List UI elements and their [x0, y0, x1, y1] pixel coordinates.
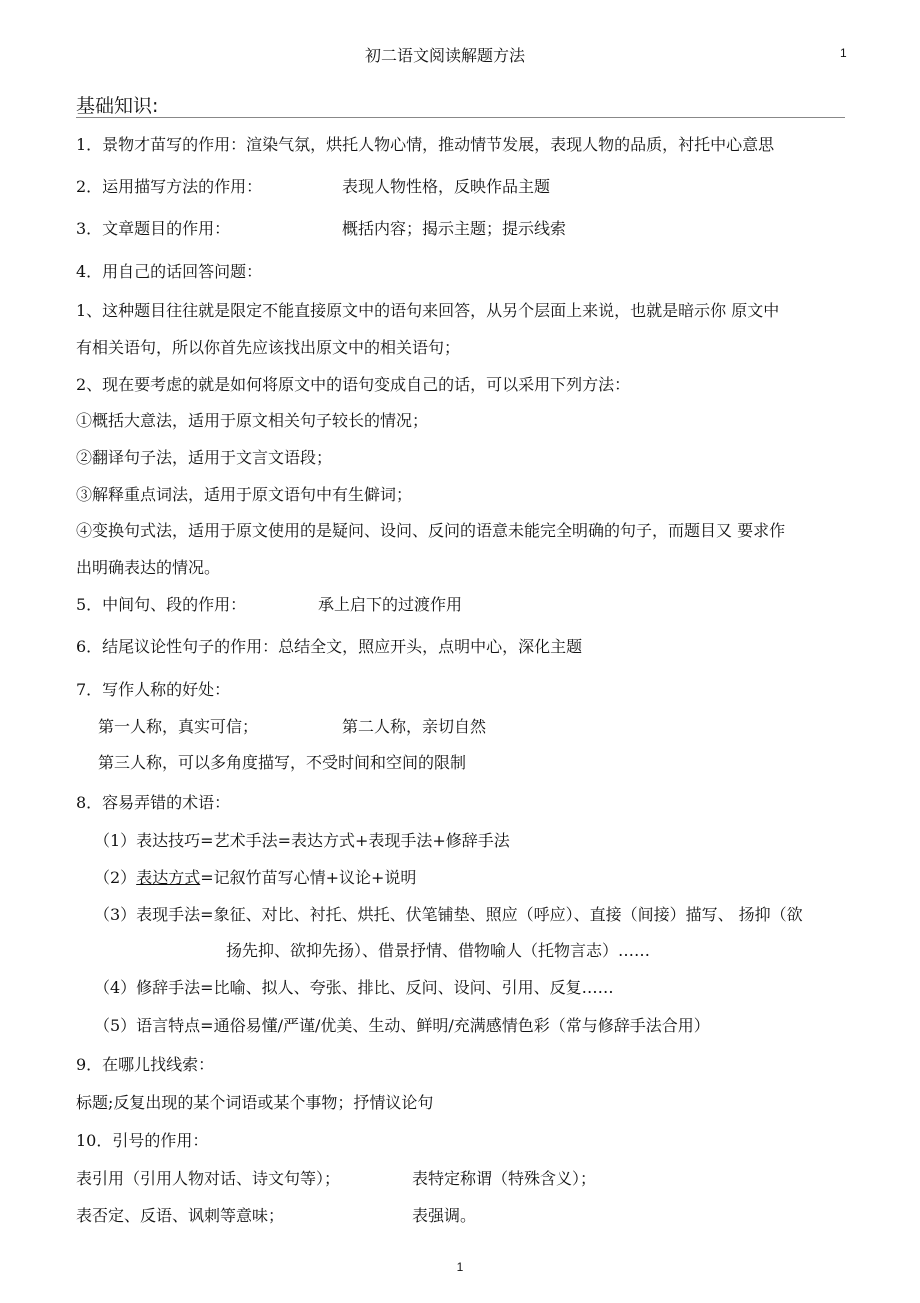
method-4a: ④变换句式法，适用于原文使用的是疑问、设问、反问的语意未能完全明确的句子，而题目又 要求作	[76, 521, 786, 540]
person-first: 第一人称，真实可信；	[98, 717, 259, 736]
item-2-value: 表现人物性格，反映作品主题	[342, 177, 551, 196]
person-third: 第三人称，可以多角度描写，不受时间和空间的限制	[98, 753, 467, 772]
item-4-heading: 4．用自己的话回答问题：	[76, 262, 263, 281]
quote-use-3: 表否定、反语、讽刺等意味；	[76, 1206, 285, 1225]
item-5-label: 5．中间句、段的作用：	[76, 595, 247, 614]
method-2: ②翻译句子法，适用于文言文语段；	[76, 448, 333, 467]
item-2-label: 2．运用描写方法的作用：	[76, 177, 263, 196]
method-4b: 出明确表达的情况。	[76, 558, 221, 577]
quote-use-1: 表引用（引用人物对话、诗文句等）；	[76, 1169, 341, 1188]
term-3b: 扬先抑、欲抑先扬）、借景抒情、借物喻人（托物言志）……	[226, 941, 651, 960]
term-1: （1）表达技巧=艺术手法=表达方式+表现手法+修辞手法	[94, 831, 510, 850]
item-4-para-1a: 1、这种题目往往就是限定不能直接原文中的语句来回答，从另个层面上来说，也就是暗示你 原文中	[76, 301, 780, 320]
term-3a: （3）表现手法=象征、对比、衬托、烘托、伏笔铺垫、照应（呼应）、直接（间接）描写、 扬抑（欲	[94, 905, 803, 924]
method-1: ①概括大意法，适用于原文相关句子较长的情况；	[76, 411, 429, 430]
item-4-para-1b: 有相关语句，所以你首先应该找出原文中的相关语句；	[76, 338, 461, 357]
term-2-prefix: （2）	[94, 868, 137, 887]
item-10-heading: 10．引号的作用：	[76, 1131, 209, 1150]
quote-use-2: 表特定称谓（特殊含义）；	[412, 1169, 597, 1188]
section-title: 基础知识:	[76, 95, 159, 117]
page-header-title: 初二语文阅读解题方法	[364, 46, 525, 65]
section-divider	[76, 117, 845, 118]
item-8-heading: 8．容易弄错的术语：	[76, 793, 231, 812]
method-3: ③解释重点词法，适用于原文语句中有生僻词；	[76, 485, 413, 504]
term-2-rest: =记叙竹苗写心情+议论+说明	[200, 868, 417, 887]
quote-use-4: 表强调。	[412, 1206, 477, 1225]
item-9-heading: 9．在哪儿找线索：	[76, 1055, 215, 1074]
person-second: 第二人称，亲切自然	[342, 717, 487, 736]
item-3-label: 3．文章题目的作用：	[76, 219, 231, 238]
item-9-value: 标题;反复出现的某个词语或某个事物；抒情议论句	[76, 1093, 434, 1112]
item-1: 1．景物才苗写的作用：渲染气氛，烘托人物心情，推动情节发展，表现人物的品质，衬托中心意思	[76, 135, 775, 154]
item-4-para-2: 2、现在要考虑的就是如何将原文中的语句变成自己的话，可以采用下列方法：	[76, 375, 631, 394]
item-5-value: 承上启下的过渡作用	[318, 595, 463, 614]
item-6: 6．结尾议论性句子的作用：总结全文，照应开头，点明中心，深化主题	[76, 637, 583, 656]
term-5: （5）语言特点=通俗易懂/严谨/优美、生动、鲜明/充满感情色彩（常与修辞手法合用）	[94, 1016, 710, 1035]
term-4: （4）修辞手法=比喻、拟人、夸张、排比、反问、设问、引用、反复……	[94, 978, 614, 997]
page-header-number: 1	[840, 46, 847, 60]
term-2-underlined: 表达方式	[136, 868, 201, 887]
item-3-value: 概括内容；揭示主题；提示线索	[342, 219, 567, 238]
term-2	[94, 868, 416, 888]
page-footer-number: 1	[456, 1260, 464, 1274]
item-7-heading: 7．写作人称的好处：	[76, 680, 231, 699]
